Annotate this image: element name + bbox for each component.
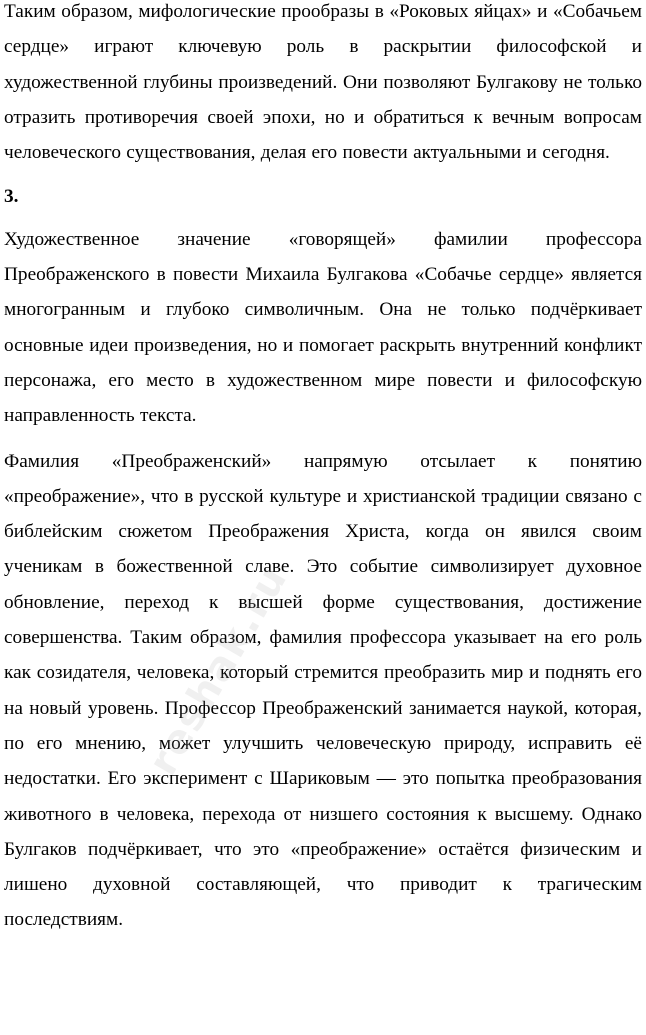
document-page — [4, 0, 642, 948]
paragraph-intro: Художественное значение «говорящей» фамилии профессора Преображенского в повести Михаила Булгакова «Собачье сердце» является многогранным и глубоко символичным. Она не только подчёркивает основные идеи произведения, но и помогает раскрыть внутренний конфликт персонажа, его место в художественном мире повести и философскую направленность текста. — [4, 228, 642, 427]
paragraph-main: Фамилия «Преображенский» напрямую отсылает к понятию «преображение», что в русской культуре и христианской традиции связано с библейским сюжетом Преображения Христа, когда он явился своим ученикам в божественной славе. Это событие символизирует духовное обновление, переход к высшей форме существования, достижение совершенства. Таким образом, фамилия профессора указывает на его роль как созидателя, человека, который стремится преобразить мир и поднять его на новый уровень. Профессор Преображенский занимается наукой, которая, по его мнению, может улучшить человеческую природу, исправить её недостатки. Его эксперимент с Шариковым — это попытка преобразования животного в человека, перехода от низшего состояния к высшему. Однако Булгаков подчёркивает, что это «преображение» остаётся физическим и лишено духовной составляющей, что приводит к трагическим последствиям. — [4, 450, 642, 931]
watermark-text: reshak.ru — [140, 557, 297, 783]
section-number: 3. — [4, 186, 19, 208]
paragraph-conclusion: Таким образом, мифологические прообразы в «Роковых яйцах» и «Собачьем сердце» играют ключевую роль в раскрытии философской и художественной глубины произведений. Они позволяют Булгакову не только отразить противоречия своей эпохи, но и обратиться к вечным вопросам человеческого существования, делая его повести актуальными и сегодня. — [4, 1, 642, 164]
